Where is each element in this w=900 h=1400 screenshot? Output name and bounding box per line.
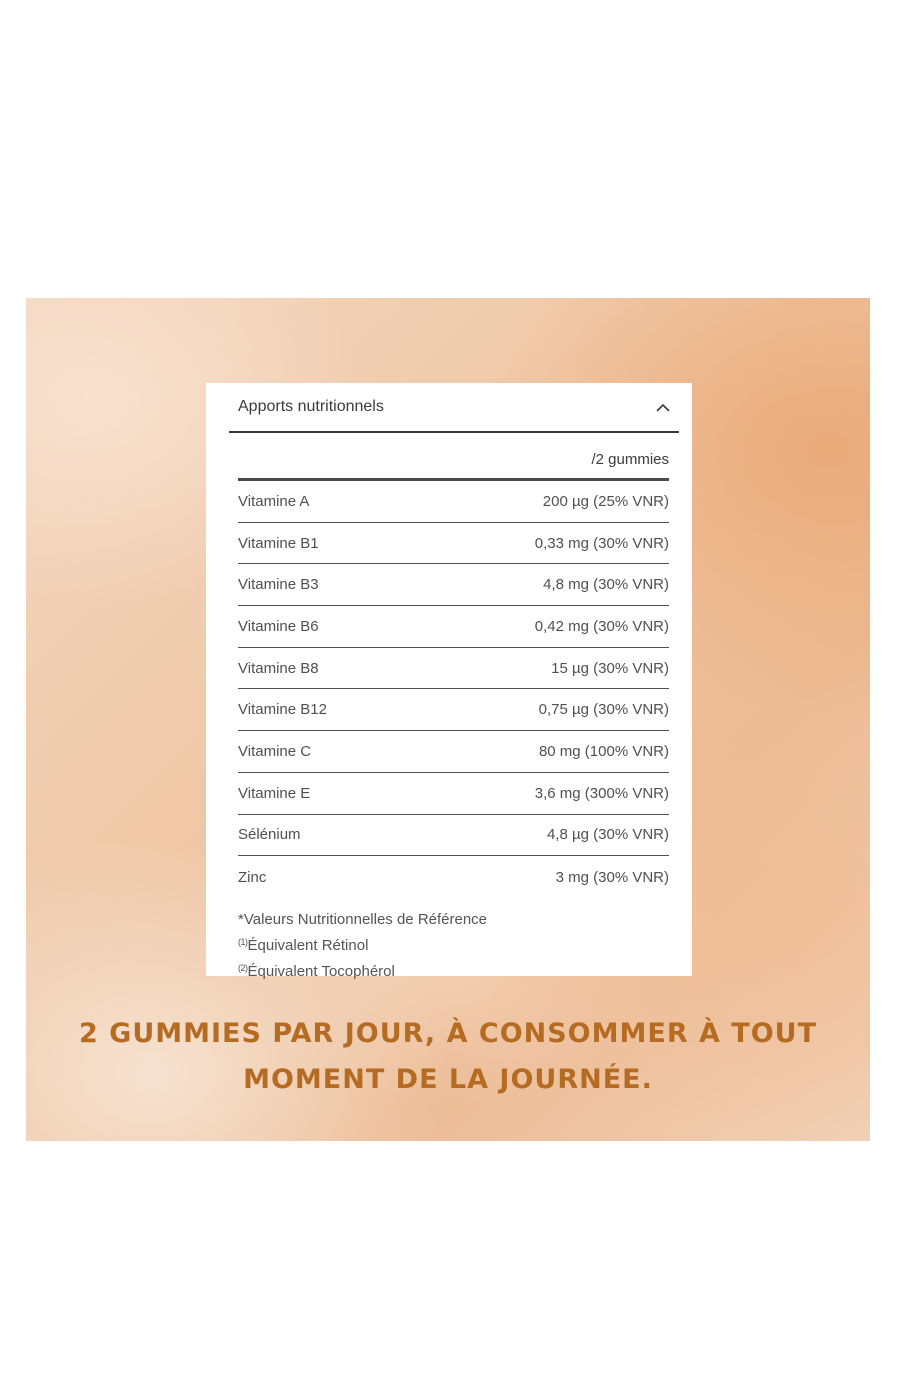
nutrient-name: Vitamine B3 [238,576,319,594]
table-row [238,689,669,731]
footnote-2-text: Équivalent Tocophérol [247,963,395,980]
product-banner [26,298,870,1141]
footnote-2 [238,957,487,983]
nutrient-value: 4,8 mg (30% VNR) [543,576,669,594]
footnote-1-text: Équivalent Rétinol [247,937,369,954]
nutrient-name: Vitamine B6 [238,617,319,635]
nutrient-value: 200 µg (25% VNR) [542,492,669,510]
table-body [238,481,669,898]
nutrient-name: Vitamine A [238,492,310,510]
table-row [238,564,669,606]
nutrient-value: 4,8 µg (30% VNR) [546,826,669,844]
table-row [238,481,669,523]
chevron-up-icon[interactable] [655,399,671,415]
nutrient-name: Zinc [238,868,267,886]
table-row [238,773,669,815]
table-row [238,731,669,773]
table-row [238,523,669,565]
nutrient-value: 0,75 µg (30% VNR) [538,701,669,719]
nutrient-name: Sélénium [238,826,301,844]
nutrient-name: Vitamine C [238,742,312,760]
table-row [238,856,669,898]
nutrition-accordion-header[interactable] [229,383,679,433]
footnote-1 [238,931,487,957]
tagline-line-1: 2 GUMMIES PAR JOUR, À CONSOMMER À TOUT [78,1018,818,1049]
nutrient-name: Vitamine B12 [238,701,327,719]
nutrient-value: 15 µg (30% VNR) [551,659,669,677]
nutrition-title: Apports nutritionnels [238,397,384,415]
nutrient-name: Vitamine B8 [238,659,319,677]
footnote-2-mark: (2) [238,963,248,973]
nutrient-name: Vitamine B1 [238,534,319,552]
nutrient-value: 3 mg (30% VNR) [555,868,669,886]
nutrient-value: 0,33 mg (30% VNR) [534,534,669,552]
nutrient-name: Vitamine E [238,784,311,802]
tagline-line-2: MOMENT DE LA JOURNÉE. [243,1064,653,1095]
table-row [238,648,669,690]
nutrient-value: 80 mg (100% VNR) [538,742,669,760]
nutrient-value: 3,6 mg (300% VNR) [534,784,669,802]
dosage-tagline [26,1011,870,1103]
table-row [238,815,669,857]
table-header [238,441,669,481]
table-row [238,606,669,648]
column-header-serving: /2 gummies [591,451,669,468]
footnotes [238,908,487,983]
nutrition-table [238,441,669,898]
nutrient-value: 0,42 mg (30% VNR) [534,617,669,635]
nutrition-card [206,383,692,980]
footnote-1-mark: (1) [238,937,248,947]
footnote-vnr: *Valeurs Nutritionnelles de Référence [238,911,488,928]
